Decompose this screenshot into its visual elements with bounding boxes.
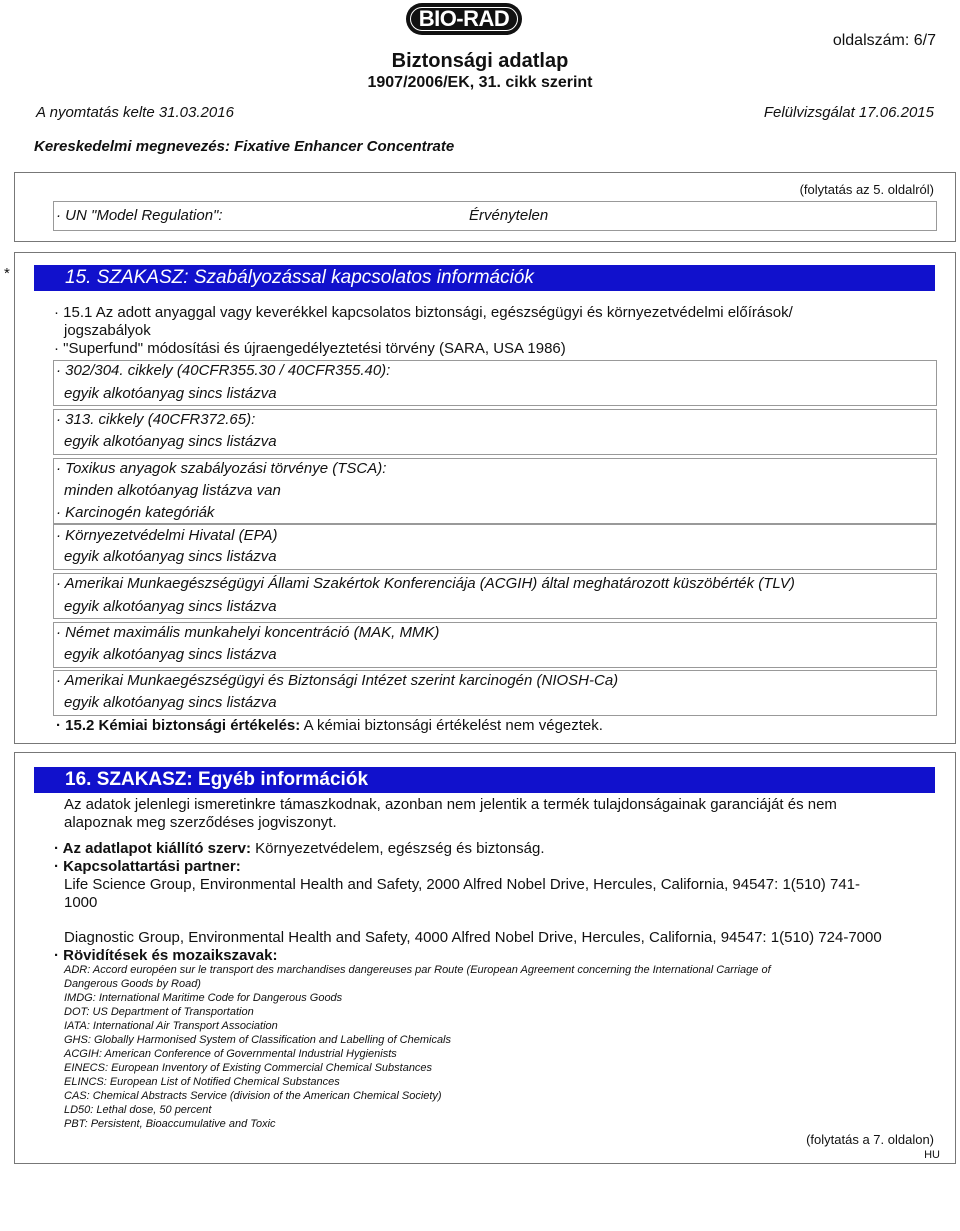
bio-rad-logo: BIO-RAD — [406, 3, 522, 35]
disclaimer-line2: alapoznak meg szerződéses jogviszonyt. — [64, 814, 337, 831]
print-date: A nyomtatás kelte 31.03.2016 — [36, 104, 234, 121]
language-code: HU — [924, 1149, 940, 1161]
sara-302-value: egyik alkotóanyag sincs listázva — [64, 385, 277, 402]
mak-value: egyik alkotóanyag sincs listázva — [64, 646, 277, 663]
abbreviation-item: LD50: Lethal dose, 50 percent — [64, 1104, 212, 1116]
document-title: Biztonsági adatlap — [391, 50, 569, 72]
sara-302-label: · 302/304. cikkely (40CFR355.30 / 40CFR355.40): — [56, 362, 391, 379]
sec15-1-text: · 15.1 Az adott anyaggal vagy keverékkel kapcsolatos biztonsági, egészségügyi és környezetvédelmi előírások/ — [54, 304, 793, 321]
abbreviation-item: PBT: Persistent, Bioaccumulative and Toxic — [64, 1118, 276, 1130]
review-date: Felülvizsgálat 17.06.2015 — [763, 104, 934, 121]
un-regulation-label: · UN "Model Regulation": — [56, 207, 223, 224]
un-regulation-value: Érvénytelen — [469, 207, 549, 224]
section16-title: 16. SZAKASZ: Egyéb információk — [34, 767, 935, 793]
abbreviation-item: DOT: US Department of Transportation — [64, 1006, 254, 1018]
section15-title: 15. SZAKASZ: Szabályozással kapcsolatos információk — [34, 265, 935, 291]
continued-to: (folytatás a 7. oldalon) — [806, 1132, 934, 1147]
sec15-1-text-cont: jogszabályok — [64, 322, 151, 339]
abbreviation-item: GHS: Globally Harmonised System of Classification and Labelling of Chemicals — [64, 1034, 452, 1046]
abbreviations-label: · Rövidítések és mozaikszavak: — [54, 947, 278, 964]
abbreviation-item: ADR: Accord européen sur le transport des marchandises dangereuses par Route (European Agreement concerning the International Carriage of — [64, 964, 771, 976]
disclaimer-line1: Az adatok jelenlegi ismeretinkre támaszkodnak, azonban nem jelentik a termék tulajdonságainak garanciáját és nem — [64, 796, 837, 813]
divider — [53, 523, 937, 525]
niosh-label: · Amerikai Munkaegészségügyi és Biztonsági Intézet szerint karcinogén (NIOSH-Ca) — [56, 672, 619, 689]
issuer — [54, 840, 545, 857]
abbreviation-item: EINECS: European Inventory of Existing Commercial Chemical Substances — [64, 1062, 433, 1074]
epa-value: egyik alkotóanyag sincs listázva — [64, 548, 277, 565]
abbreviation-item: IMDG: International Maritime Code for Dangerous Goods — [64, 992, 343, 1004]
csa-value: A kémiai biztonsági értékelést nem végeztek. — [300, 717, 603, 734]
revision-marker: * — [4, 265, 10, 282]
chemical-safety-assessment — [56, 717, 603, 734]
contact-2: Diagnostic Group, Environmental Health and Safety, 4000 Alfred Nobel Drive, Hercules, California, 94547: 1(510) 724-7000 — [64, 929, 882, 946]
continued-from: (folytatás az 5. oldalról) — [799, 182, 934, 197]
sara-heading: · "Superfund" módosítási és újraengedélyeztetési törvény (SARA, USA 1986) — [54, 340, 566, 357]
mak-label: · Német maximális munkahelyi koncentráció (MAK, MMK) — [56, 624, 440, 641]
contact-1-line1: Life Science Group, Environmental Health and Safety, 2000 Alfred Nobel Drive, Hercules, California, 94547: 1(510) 741- — [64, 876, 860, 893]
issuer-value: Környezetvédelem, egészség és biztonság. — [251, 840, 545, 857]
page-number: oldalszám: 6/7 — [832, 32, 936, 49]
sara-313-label: · 313. cikkely (40CFR372.65): — [56, 411, 256, 428]
epa-label: · Környezetvédelmi Hivatal (EPA) — [56, 527, 278, 544]
document-subtitle: 1907/2006/EK, 31. cikk szerint — [367, 74, 593, 91]
issuer-label: · Az adatlapot kiállító szerv: — [54, 840, 251, 857]
carcinogen-categories: · Karcinogén kategóriák — [56, 504, 215, 521]
abbreviation-item: ELINCS: European List of Notified Chemical Substances — [64, 1076, 340, 1088]
tsca-value: minden alkotóanyag listázva van — [64, 482, 281, 499]
abbreviation-item: IATA: International Air Transport Association — [64, 1020, 278, 1032]
tlv-value: egyik alkotóanyag sincs listázva — [64, 598, 277, 615]
niosh-value: egyik alkotóanyag sincs listázva — [64, 694, 277, 711]
abbreviation-item: ACGIH: American Conference of Governmental Industrial Hygienists — [64, 1048, 397, 1060]
contact-1-line2: 1000 — [64, 894, 98, 911]
contact-label: · Kapcsolattartási partner: — [54, 858, 241, 875]
tsca-label: · Toxikus anyagok szabályozási törvénye (TSCA): — [56, 460, 387, 477]
sara-313-value: egyik alkotóanyag sincs listázva — [64, 433, 277, 450]
csa-label: · 15.2 Kémiai biztonsági értékelés: — [56, 717, 301, 734]
trade-name: Kereskedelmi megnevezés: Fixative Enhancer Concentrate — [34, 138, 455, 155]
tlv-label: · Amerikai Munkaegészségügyi Állami Szakértok Konferenciája (ACGIH) által meghatározott küszöbérték (TLV) — [56, 575, 795, 592]
abbreviation-item: CAS: Chemical Abstracts Service (division of the American Chemical Society) — [64, 1090, 442, 1102]
abbreviation-item: Dangerous Goods by Road) — [64, 978, 201, 990]
